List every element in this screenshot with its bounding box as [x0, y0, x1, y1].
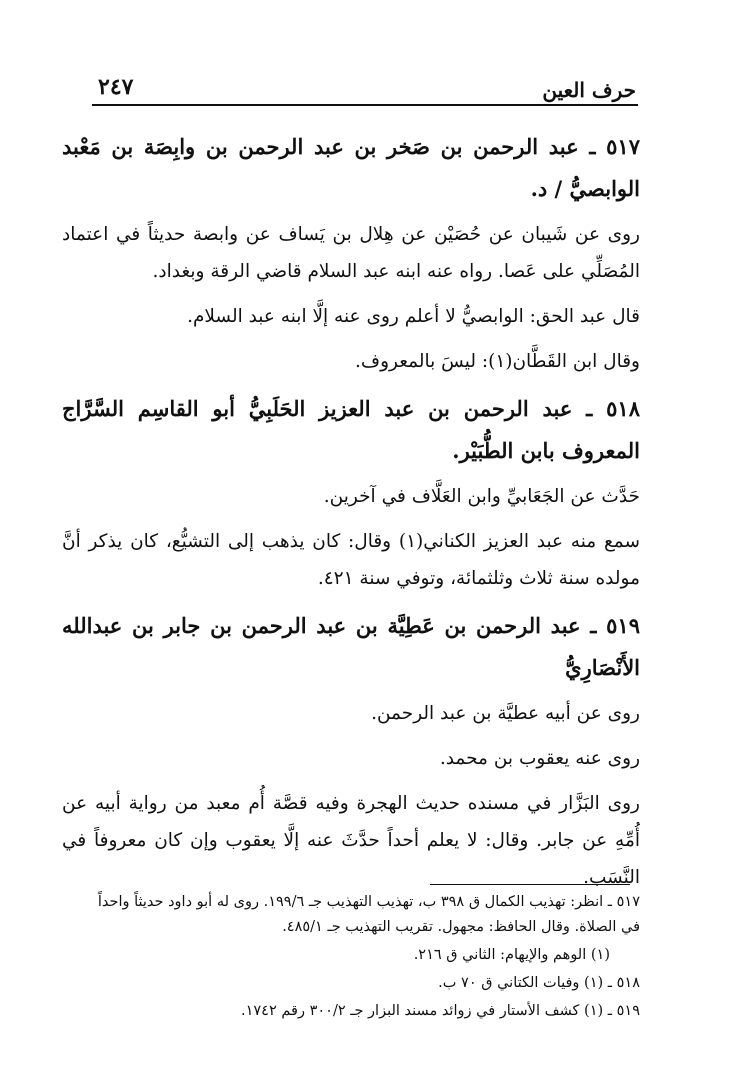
- footnote: ٥١٧ ـ انظر: تهذيب الكمال ق ٣٩٨ ب، تهذيب التهذيب جـ ١٩٩/٦. روى له أبو داود حديثاً واحداً في الصلاة. وقال الحافظ: مجهول. تقريب التهذيب جـ ٤٨٥/١.: [97, 894, 640, 935]
- entry-heading: ٥١٧ ـ عبد الرحمن بن صَخر بن عبد الرحمن بن وابِصَة بن مَعْبد الوابصيُّ / د.: [62, 134, 640, 201]
- paragraph: سمع منه عبد العزيز الكناني(١) وقال: كان يذهب إلى التشيُّع، كان يذكر أنَّ مولده سنة ثلاث وثلثمائة، وتوفي سنة ٤٢١.: [62, 531, 640, 589]
- paragraph: روى عن أبيه عطيَّة بن عبد الرحمن.: [371, 703, 640, 724]
- footnote: ٥١٩ ـ (١) كشف الأستار في زوائد مسند البزار جـ ٣٠٠/٢ رقم ١٧٤٢.: [241, 1003, 640, 1019]
- entry-519: [62, 605, 640, 896]
- entry-517: [62, 126, 640, 380]
- footnote-divider: [430, 884, 630, 885]
- paragraph: حَدَّث عن الجَعَابيِّ وابن العَلَّاف في آخرين.: [323, 486, 640, 507]
- running-head: حرف العين: [542, 78, 636, 102]
- footnote: ٥١٨ ـ (١) وفيات الكتاني ق ٧٠ ب.: [438, 975, 640, 991]
- entry-heading: ٥١٩ ـ عبد الرحمن بن عَطِيَّة بن عبد الرحمن بن جابر بن عبدالله الأَنْصَارِيُّ: [62, 613, 640, 680]
- paragraph: وقال ابن القَطَّان(١): ليسَ بالمعروف.: [355, 351, 640, 372]
- paragraph: روى عنه يعقوب بن محمد.: [439, 748, 640, 769]
- entry-heading: ٥١٨ ـ عبد الرحمن بن عبد العزيز الحَلَبِيُّ أبو القاسِم السَّرَّاج المعروف بابن الطُّبَيْر.: [62, 396, 640, 463]
- main-text: [62, 118, 640, 904]
- page-header: [92, 70, 638, 106]
- paragraph: روى البَزَّار في مسنده حديث الهجرة وفيه قصَّة أُم معبد من رواية أبيه عن أُمِّهِ عن جابر. وقال: لا يعلم أحداً حدَّثَ عنه إلَّا يعقوب وإن كان معروفاً في النَّسَب.: [62, 793, 640, 888]
- paragraph: قال عبد الحق: الوابصيُّ لا أعلم روى عنه إلَّا ابنه عبد السلام.: [187, 306, 640, 327]
- paragraph: روى عن شَيبان عن حُصَيْن عن هِلال بن يَساف عن وابصة حديثاً في اعتماد المُصَلِّي على عَصا. رواه عنه ابنه عبد السلام قاضي الرقة وبغداد.: [62, 224, 640, 282]
- footnotes: [80, 890, 640, 1027]
- page-number: ٢٤٧: [98, 74, 134, 100]
- footnote: (١) الوهم والإيهام: الثاني ق ٢١٦.: [413, 947, 610, 963]
- entry-518: [62, 388, 640, 597]
